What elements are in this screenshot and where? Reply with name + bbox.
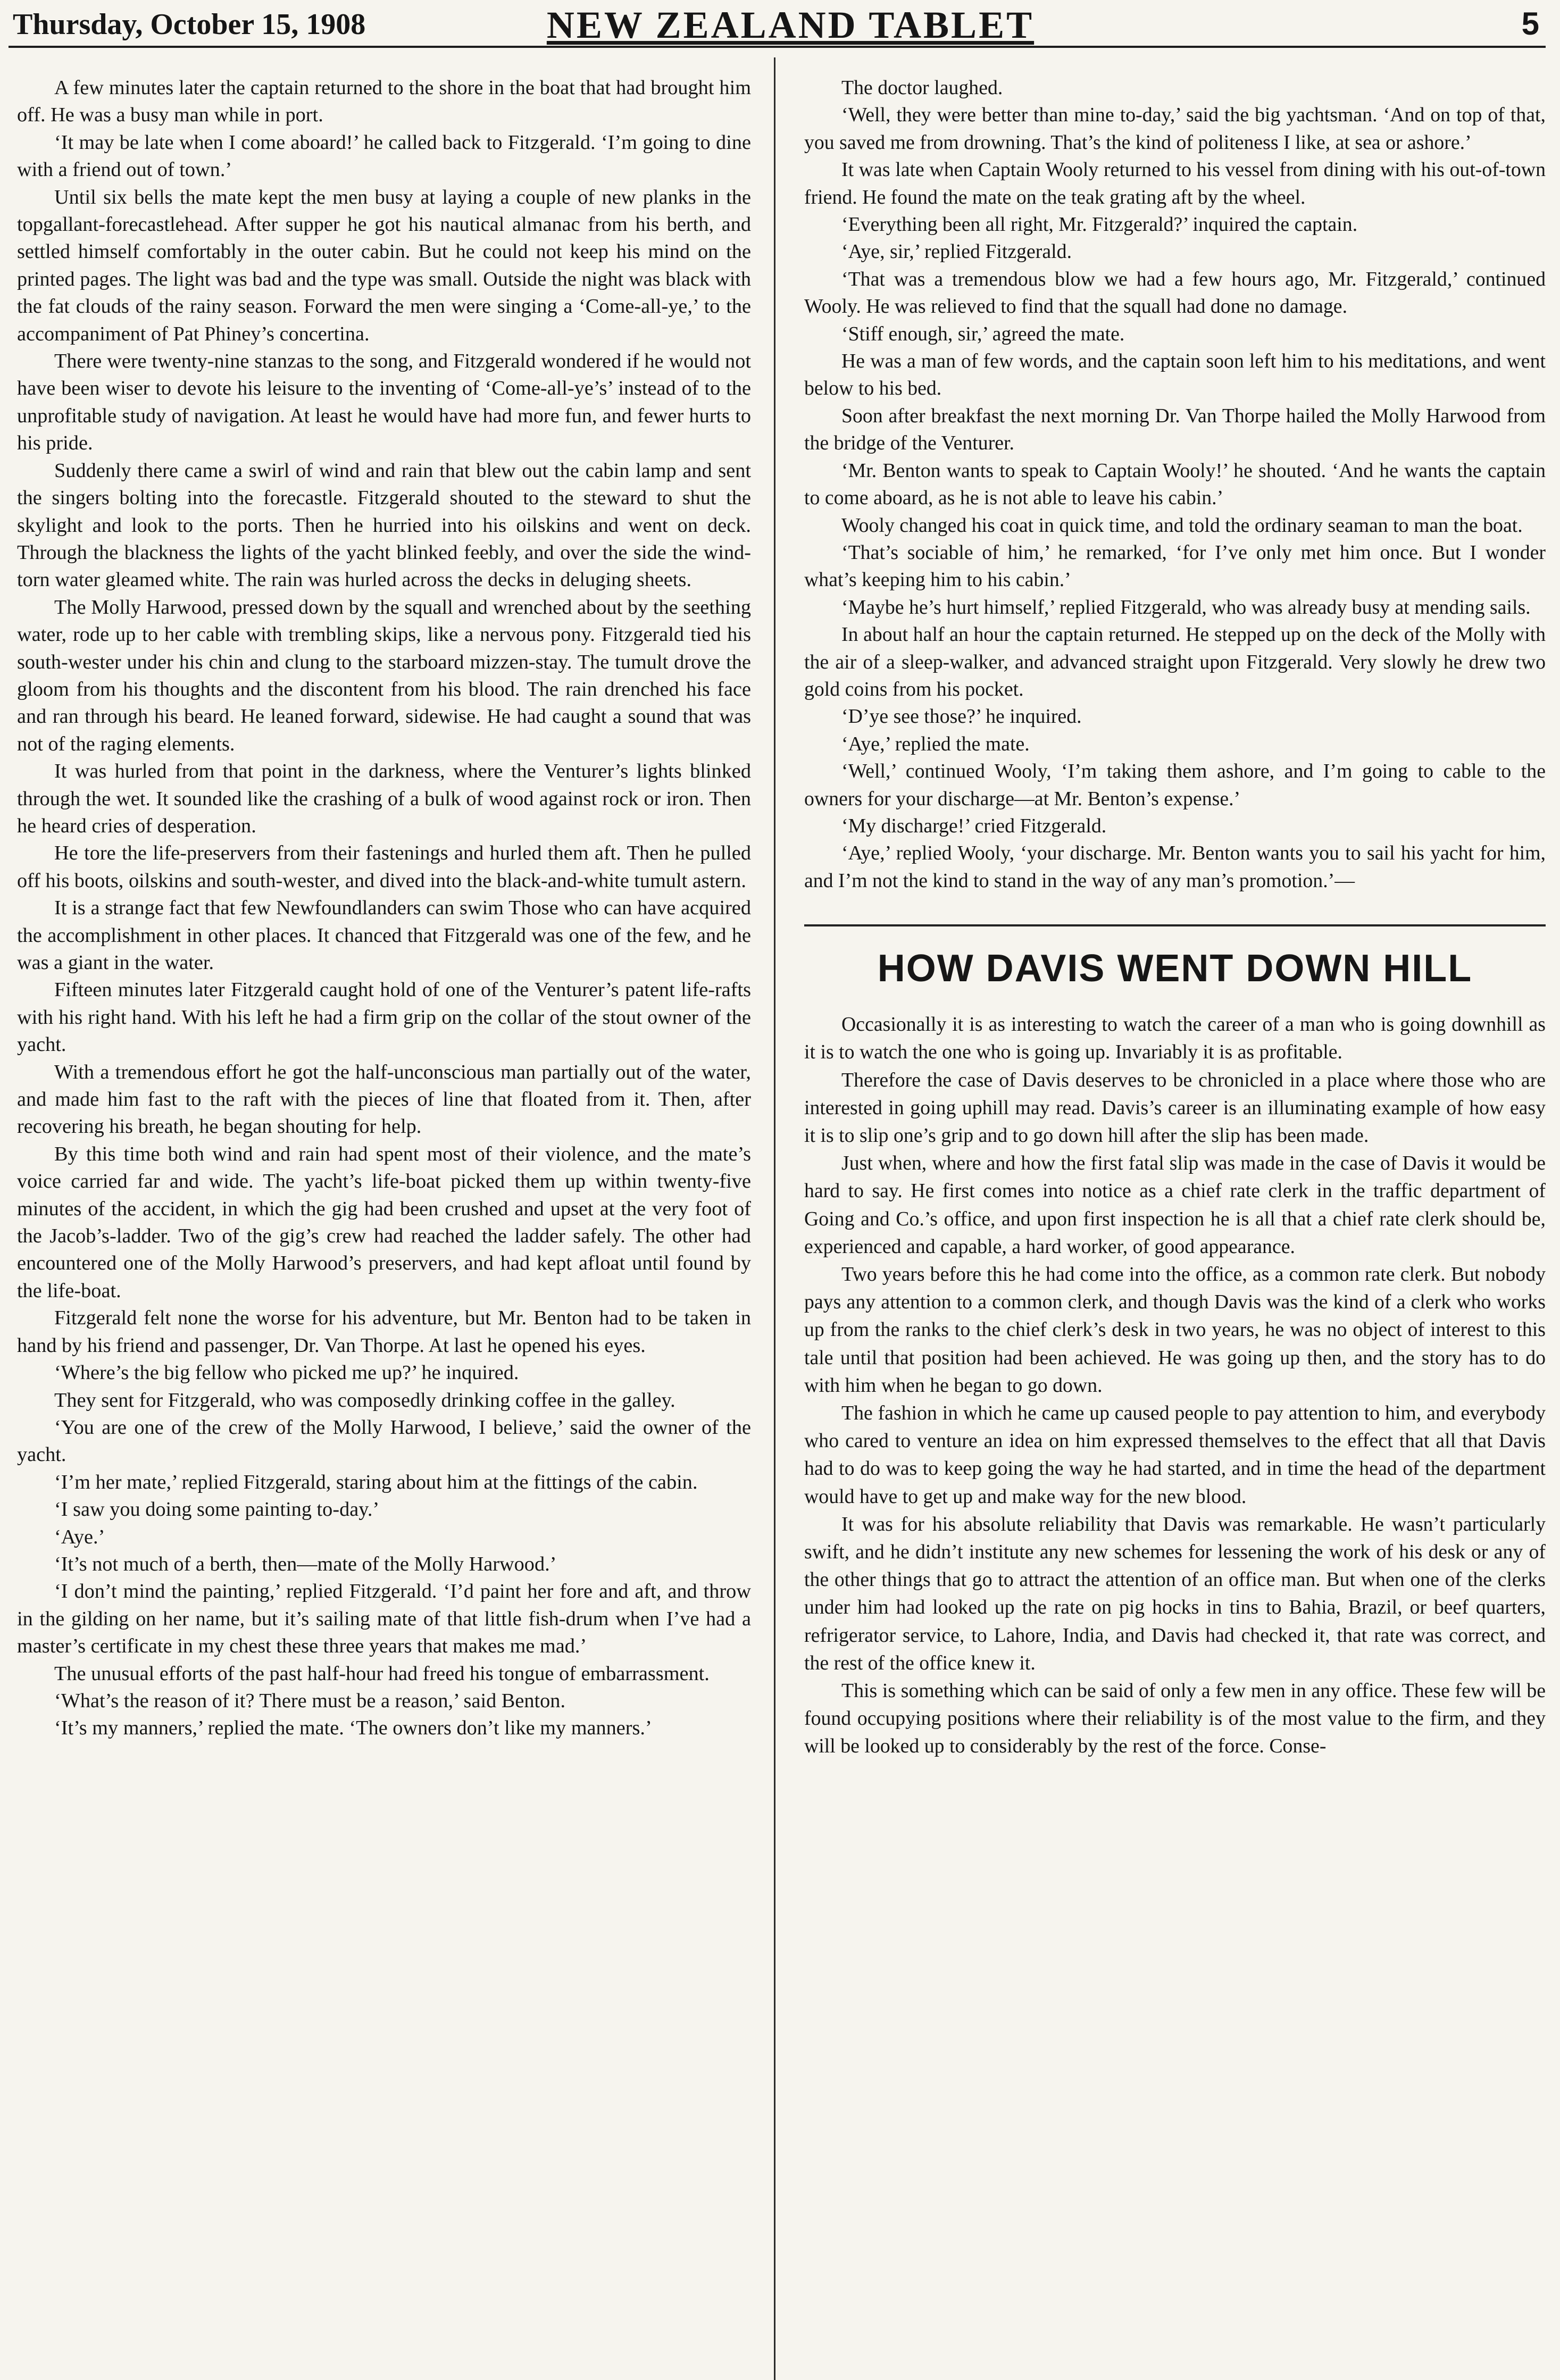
paragraph: ‘Well,’ continued Wooly, ‘I’m taking them ashore, and I’m going to cable to the owners for your discharge—at Mr. Benton’s expense.’	[804, 760, 1546, 810]
paragraph: It is a strange fact that few Newfoundlanders can swim Those who can have acquired the accomplishment in other places. It chanced that Fitzgerald was one of the few, and he was a giant in the water.	[17, 897, 751, 974]
paragraph: The Molly Harwood, pressed down by the squall and wrenched about by the seething water, rode up to her cable with trembling skips, like a nervous pony. Fitzgerald tied his south-wester under his chin and clung to the starboard mizzen-stay. The tumult drove the gloom from his thoughts and the discontent from his blood. The rain drenched his face and ran through his beard. He leaned forward, sidewise. He had caught a sound that was not of the raging elements.	[17, 596, 751, 755]
paragraph: ‘That was a tremendous blow we had a few hours ago, Mr. Fitzgerald,’ continued Wooly. He was relieved to find that the squall had done no damage.	[804, 268, 1546, 318]
paragraph: The doctor laughed.	[841, 77, 1003, 99]
paragraph: This is something which can be said of only a few men in any office. These few will be found occupying positions where their reliability is of the most value to the firm, and they will be looked up to considerably by the rest of the force. Conse-	[804, 1680, 1546, 1758]
issue-date: Thursday, October 15, 1908	[13, 8, 366, 41]
paragraph: ‘It’s not much of a berth, then—mate of the Molly Harwood.’	[54, 1552, 557, 1575]
article-divider	[804, 924, 1546, 926]
paragraph: Soon after breakfast the next morning Dr. Van Thorpe hailed the Molly Harwood from the bridge of the Venturer.	[804, 404, 1546, 455]
paragraph: In about half an hour the captain returned. He stepped up on the deck of the Molly with the air of a sleep-walker, and advanced straight upon Fitzgerald. Very slowly he drew two gold coins from his pocket.	[804, 623, 1546, 700]
paragraph: ‘That’s sociable of him,’ he remarked, ‘for I’ve only met him once. But I wonder what’s keeping him to his cabin.’	[804, 541, 1546, 591]
paragraph: It was late when Captain Wooly returned to his vessel from dining with his out-of-town friend. He found the mate on the teak grating aft by the wheel.	[804, 158, 1546, 208]
story-continuation	[804, 74, 1546, 895]
paragraph: Suddenly there came a swirl of wind and rain that blew out the cabin lamp and sent the singers bolting into the forecastle. Fitzgerald shouted to the steward to shut the skylight and look to the ports. Then he hurried into his oilskins and went on deck. Through the blackness the lights of the yacht blinked feebly, and over the side the wind-torn water gleamed white. The rain was hurled across the decks in deluging sheets.	[17, 459, 751, 591]
paragraph: ‘Stiff enough, sir,’ agreed the mate.	[841, 322, 1125, 345]
paragraph: ‘What’s the reason of it? There must be a reason,’ said Benton.	[54, 1689, 566, 1712]
paragraph: ‘Well, they were better than mine to-day,’ said the big yachtsman. ‘And on top of that, you saved me from drowning. That’s the kind of politeness I like, at sea or ashore.’	[804, 104, 1546, 154]
paragraph: It was for his absolute reliability that Davis was remarkable. He wasn’t particularly swift, and he didn’t institute any new schemes for lessening the work of his desk or any of the other things that go to attract the attention of an office man. But when one of the clerks under him had looked up the rate on pig hocks in tins to Bahia, Brazil, or beef quarters, refrigerator service, to Lahore, India, and Davis had checked it, that rate was correct, and the rest of the office knew it.	[804, 1513, 1546, 1674]
paragraph: ‘My discharge!’ cried Fitzgerald.	[841, 814, 1107, 837]
paragraph: He was a man of few words, and the captain soon left him to his meditations, and went below to his bed.	[804, 350, 1546, 400]
newspaper-title: NEW ZEALAND TABLET	[546, 4, 1035, 46]
paragraph: The fashion in which he came up caused people to pay attention to him, and everybody who cared to venture an idea on him expressed themselves to the effect that all that Davis had to do was to keep going the way he had started, and in time the head of the department would have to get up and make way for the new blood.	[804, 1402, 1546, 1508]
paragraph: ‘Aye,’ replied the mate.	[841, 732, 1030, 755]
paragraph: It was hurled from that point in the darkness, where the Venturer’s lights blinked through the wet. It sounded like the crashing of a bulk of wood against rock or iron. Then he heard cries of desperation.	[17, 760, 751, 837]
paragraph: ‘Where’s the big fellow who picked me up?’ he inquired.	[54, 1362, 519, 1384]
paragraph: ‘D’ye see those?’ he inquired.	[841, 705, 1082, 728]
paragraph: Fifteen minutes later Fitzgerald caught hold of one of the Venturer’s patent life-rafts with his right hand. With his left he had a firm grip on the collar of the stout owner of the yacht.	[17, 979, 751, 1056]
paragraph: ‘I saw you doing some painting to-day.’	[54, 1498, 380, 1521]
masthead	[9, 0, 1546, 48]
paragraph: ‘Everything been all right, Mr. Fitzgerald?’ inquired the captain.	[841, 213, 1358, 236]
paragraph: Until six bells the mate kept the men busy at laying a couple of new planks in the topgallant-forecastlehead. After supper he got his nautical almanac from his berth, and settled himself comfortably in the outer cabin. But he could not keep his mind on the printed pages. The light was bad and the type was small. Outside the night was black with the fat clouds of the rainy season. Forward the men were singing a ‘Come-all-ye,’ to the accompaniment of Pat Phiney’s concertina.	[17, 186, 751, 345]
paragraph: Two years before this he had come into the office, as a common rate clerk. But nobody pays any attention to a common clerk, and though Davis was the kind of a clerk who works up from the ranks to the chief clerk’s desk in two years, he was no object of interest to this tale until that position had been achieved. He was going up then, and the story has to do with him when he began to go down.	[804, 1263, 1546, 1397]
article-body	[804, 1011, 1546, 1760]
paragraph: Wooly changed his coat in quick time, and told the ordinary seaman to man the boat.	[841, 514, 1523, 537]
paragraph: ‘Aye, sir,’ replied Fitzgerald.	[841, 240, 1072, 263]
paragraph: By this time both wind and rain had spent most of their violence, and the mate’s voice carried far and wide. The yacht’s life-boat picked them up within twenty-five minutes of the accident, in which the gig had been crushed and upset at the very foot of the Jacob’s-ladder. Two of the gig’s crew had reached the ladder safely. The other had encountered one of the Molly Harwood’s preservers, and had kept afloat until found by the life-boat.	[17, 1142, 751, 1302]
paragraph: With a tremendous effort he got the half-unconscious man partially out of the water, and made him fast to the raft with the pieces of line that floated from it. Then, after recovering his breath, he began shouting for help.	[17, 1060, 751, 1138]
paragraph: He tore the life-preservers from their fastenings and hurled them aft. Then he pulled off his boots, oilskins and south-wester, and dived into the black-and-white tumult astern.	[17, 842, 751, 892]
paragraph: They sent for Fitzgerald, who was composedly drinking coffee in the galley.	[54, 1389, 675, 1412]
paragraph: Occasionally it is as interesting to watch the career of a man who is going downhill as it is to watch the one who is going up. Invariably it is as profitable.	[804, 1013, 1546, 1064]
left-column	[17, 74, 751, 2372]
paragraph: ‘Maybe he’s hurt himself,’ replied Fitzgerald, who was already busy at mending sails.	[841, 596, 1531, 619]
paragraph: ‘You are one of the crew of the Molly Harwood, I believe,’ said the owner of the yacht.	[17, 1416, 751, 1466]
paragraph: ‘Aye,’ replied Wooly, ‘your discharge. Mr. Benton wants you to sail his yacht for him, and I’m not the kind to stand in the way of any man’s promotion.’—	[804, 842, 1546, 892]
paragraph: A few minutes later the captain returned to the shore in the boat that had brought him off. He was a busy man while in port.	[17, 77, 751, 127]
paragraph: Therefore the case of Davis deserves to be chronicled in a place where those who are interested in going uphill may read. Davis’s career is an illuminating example of how easy it is to slip one’s grip and to go down hill after the slip has been made.	[804, 1068, 1546, 1147]
article-headline: HOW DAVIS WENT DOWN HILL	[877, 947, 1473, 990]
paragraph: ‘It may be late when I come aboard!’ he called back to Fitzgerald. ‘I’m going to dine with a friend out of town.’	[17, 131, 751, 181]
paragraph: ‘I’m her mate,’ replied Fitzgerald, staring about him at the fittings of the cabin.	[54, 1471, 698, 1493]
column-rule	[774, 57, 775, 2380]
right-column	[804, 74, 1546, 2372]
paragraph: Just when, where and how the first fatal slip was made in the case of Davis it would be hard to say. He first comes into notice as a chief rate clerk in the traffic department of Going and Co.’s office, and upon first inspection he is all that a chief rate clerk should be, experienced and capable, a hard worker, of good appearance.	[804, 1152, 1546, 1258]
paragraph: ‘I don’t mind the painting,’ replied Fitzgerald. ‘I’d paint her fore and aft, and throw in the gilding on her name, but it’s sailing mate of that little fish-drum when I’ve had a master’s certificate in my chest these three years that makes me mad.’	[17, 1580, 751, 1658]
paragraph: There were twenty-nine stanzas to the song, and Fitzgerald wondered if he would not have been wiser to devote his leisure to the inventing of ‘Come-all-ye’s’ instead of to the unprofitable study of navigation. At least he would have had more fun, and fewer hurts to his pride.	[17, 350, 751, 455]
paragraph: ‘Mr. Benton wants to speak to Captain Wooly!’ he shouted. ‘And he wants the captain to come aboard, as he is not able to leave his cabin.’	[804, 459, 1546, 510]
paragraph: The unusual efforts of the past half-hour had freed his tongue of embarrassment.	[54, 1662, 710, 1685]
page-number: 5	[1521, 6, 1539, 41]
paragraph: ‘It’s my manners,’ replied the mate. ‘The owners don’t like my manners.’	[54, 1717, 652, 1740]
paragraph: ‘Aye.’	[54, 1525, 105, 1548]
paragraph: Fitzgerald felt none the worse for his adventure, but Mr. Benton had to be taken in hand by his friend and passenger, Dr. Van Thorpe. At last he opened his eyes.	[17, 1307, 751, 1357]
